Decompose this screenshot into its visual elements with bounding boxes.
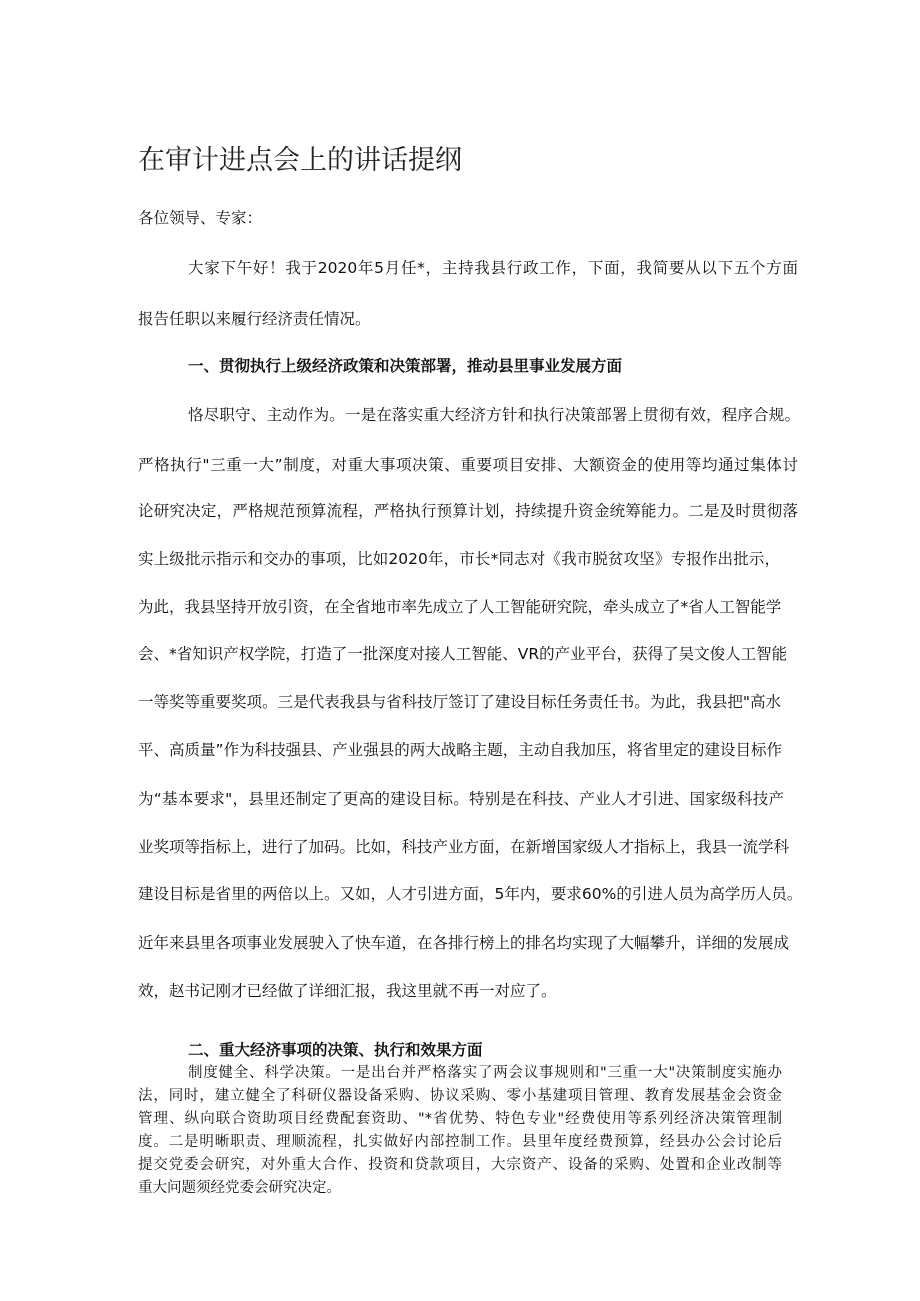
intro-line: 大家下午好！我于2020年5月任*，主持我县行政工作，下面，我简要从以下五个方面 [188,259,798,277]
paragraph-line: 会、*省知识产权学院，打造了一批深度对接人工智能、VR的产业平台，获得了吴文俊人工智能 [138,645,788,663]
paragraph-line: 管理、纵向联合资助项目经费配套资助、"*省优势、特色专业"经费使用等系列经济决策管理制 [138,1111,782,1127]
paragraph-line: 严格执行"三重一大”制度，对重大事项决策、重要项目安排、大额资金的使用等均通过集体讨 [138,456,798,474]
paragraph-line: 建设目标是省里的两倍以上。又如，人才引进方面，5年内，要求60%的引进人员为高学历人员。 [138,885,803,903]
paragraph-line: 为此，我县坚持开放引资，在全省地市率先成立了人工智能研究院，牵头成立了*省人工智能学 [138,598,782,616]
paragraph-line: 重大问题须经党委会研究决定。 [138,1180,341,1196]
paragraph-line: 平、高质量”作为科技强县、产业强县的两大战略主题，主动自我加压，将省里定的建设目标作 [138,741,782,759]
paragraph-line: 实上级批示指示和交办的事项，比如2020年，市长*同志对《我市脱贫攻坚》专报作出批示， [138,550,780,568]
document-title: 在审计进点会上的讲话提纲 [138,145,462,176]
section-heading: 二、重大经济事项的决策、执行和效果方面 [188,1041,483,1059]
section-heading: 一、贯彻执行上级经济政策和决策部署，推动县里事业发展方面 [188,357,623,375]
intro-line: 报告任职以来履行经济责任情况。 [138,310,371,328]
salutation: 各位领导、专家： [138,209,263,227]
paragraph-line: 法，同时，建立健全了科研仪器设备采购、协议采购、零小基建项目管理、教育发展基金会资金 [138,1088,782,1104]
paragraph-line: 业奖项等指标上，进行了加码。比如，科技产业方面，在新增国家级人才指标上，我县一流学科 [138,838,790,856]
paragraph-line: 制度健全、科学决策。一是出台并严格落实了两会议事规则和"三重一大"决策制度实施办 [188,1065,782,1081]
paragraph-line: 度。二是明晰职责、理顺流程，扎实做好内部控制工作。县里年度经费预算，经县办公会讨论后 [138,1134,782,1150]
paragraph-line: 论研究决定，严格规范预算流程，严格执行预算计划，持续提升资金统筹能力。二是及时贯彻落 [138,502,798,520]
paragraph-line: 为“基本要求"，县里还制定了更高的建设目标。特别是在科技、产业人才引进、国家级科技产 [138,790,784,808]
paragraph-line: 近年来县里各项事业发展驶入了快车道，在各排行榜上的排名均实现了大幅攀升，详细的发展成 [138,934,790,952]
paragraph-line: 效，赵书记刚才已经做了详细汇报，我这里就不再一对应了。 [138,982,557,1000]
paragraph-line: 一等奖等重要奖项。三是代表我县与省科技厅签订了建设目标任务责任书。为此，我县把"高水 [138,693,781,711]
paragraph-line: 提交党委会研究，对外重大合作、投资和贷款项目，大宗资产、设备的采购、处置和企业改制等 [138,1157,782,1173]
paragraph-line: 恪尽职守、主动作为。一是在落实重大经济方针和执行决策部署上贯彻有效，程序合规。 [188,406,800,424]
